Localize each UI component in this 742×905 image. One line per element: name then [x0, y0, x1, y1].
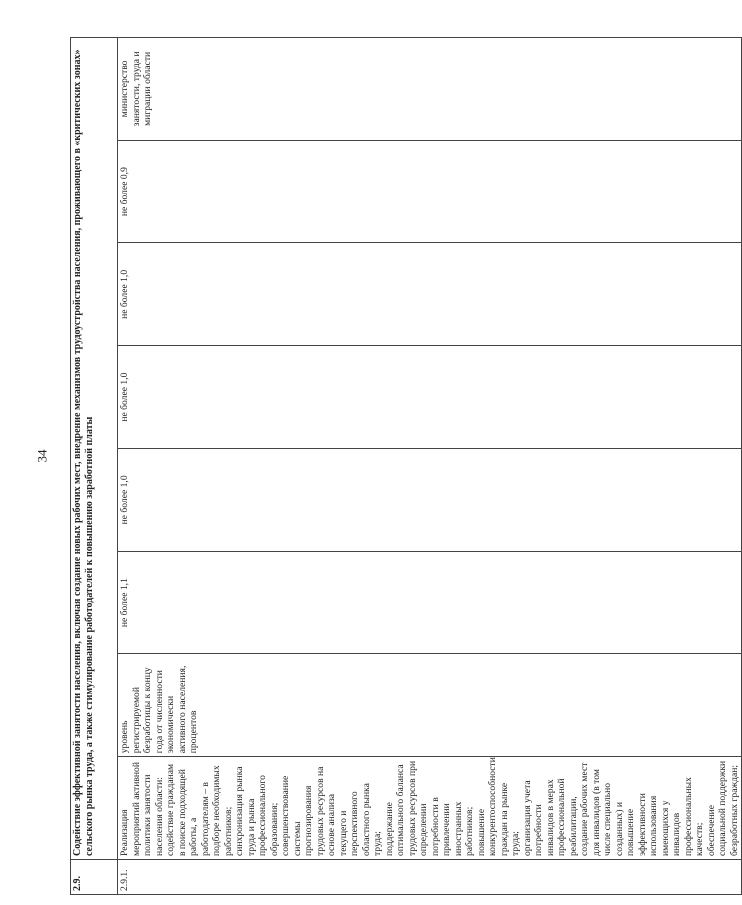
value-cell: не более 1,0	[118, 346, 742, 449]
responsible-executor: министерство занятости, труда и миграции области	[118, 38, 742, 141]
row-number: 2.9.1.	[118, 860, 742, 895]
value-cell: не более 1,0	[118, 243, 742, 346]
activity-description	[118, 757, 742, 860]
section-number: 2.9.	[71, 860, 118, 895]
activity-text: Реализация мероприятий активной политики занятости населения области: содействие гражданам в поиске подходящей работы, а работодателям – в подборе необходимых работников; синхронизация рынка труда и рынка профессионального образования; совершенствование системы прогнозирования трудовых ресурсов на основе анализа текущего и перспективного областного рынка труда; поддержание оптимального баланса трудовых ресурсов при определении потребности в привлечении иностранных работников; повышение конкурентоспособности граждан на рынке труда; организация учета потребности инвалидов в мерах профессиональной реабилитации, создание рабочих мест для инвалидов (в том числе специально созданных) и повышение эффективности использования имеющихся у инвалидов профессиональных качеств; обеспечение социальной поддержки безработных граждан;	[119, 757, 740, 856]
indicator-description: уровень регистрируемой безработицы к концу года от численности экономически активного населения, процентов	[118, 654, 742, 757]
measures-table-rotated	[70, 37, 740, 895]
section-title: Содействие эффективной занятости населения, включая создание новых рабочих мест, внедрение механизмов трудоустройства населения, проживающего в «критических зонах» сельского рынка труда, а также стимулирование работодателей к повышению заработной платы	[71, 38, 118, 860]
value-cell: не более 0,9	[118, 140, 742, 243]
value-cell: не более 1,0	[118, 449, 742, 552]
page-number: 34	[34, 449, 50, 463]
table-row	[118, 38, 742, 895]
section-header-row	[71, 38, 118, 895]
measures-table	[70, 37, 742, 895]
value-cell: не более 1,1	[118, 551, 742, 654]
